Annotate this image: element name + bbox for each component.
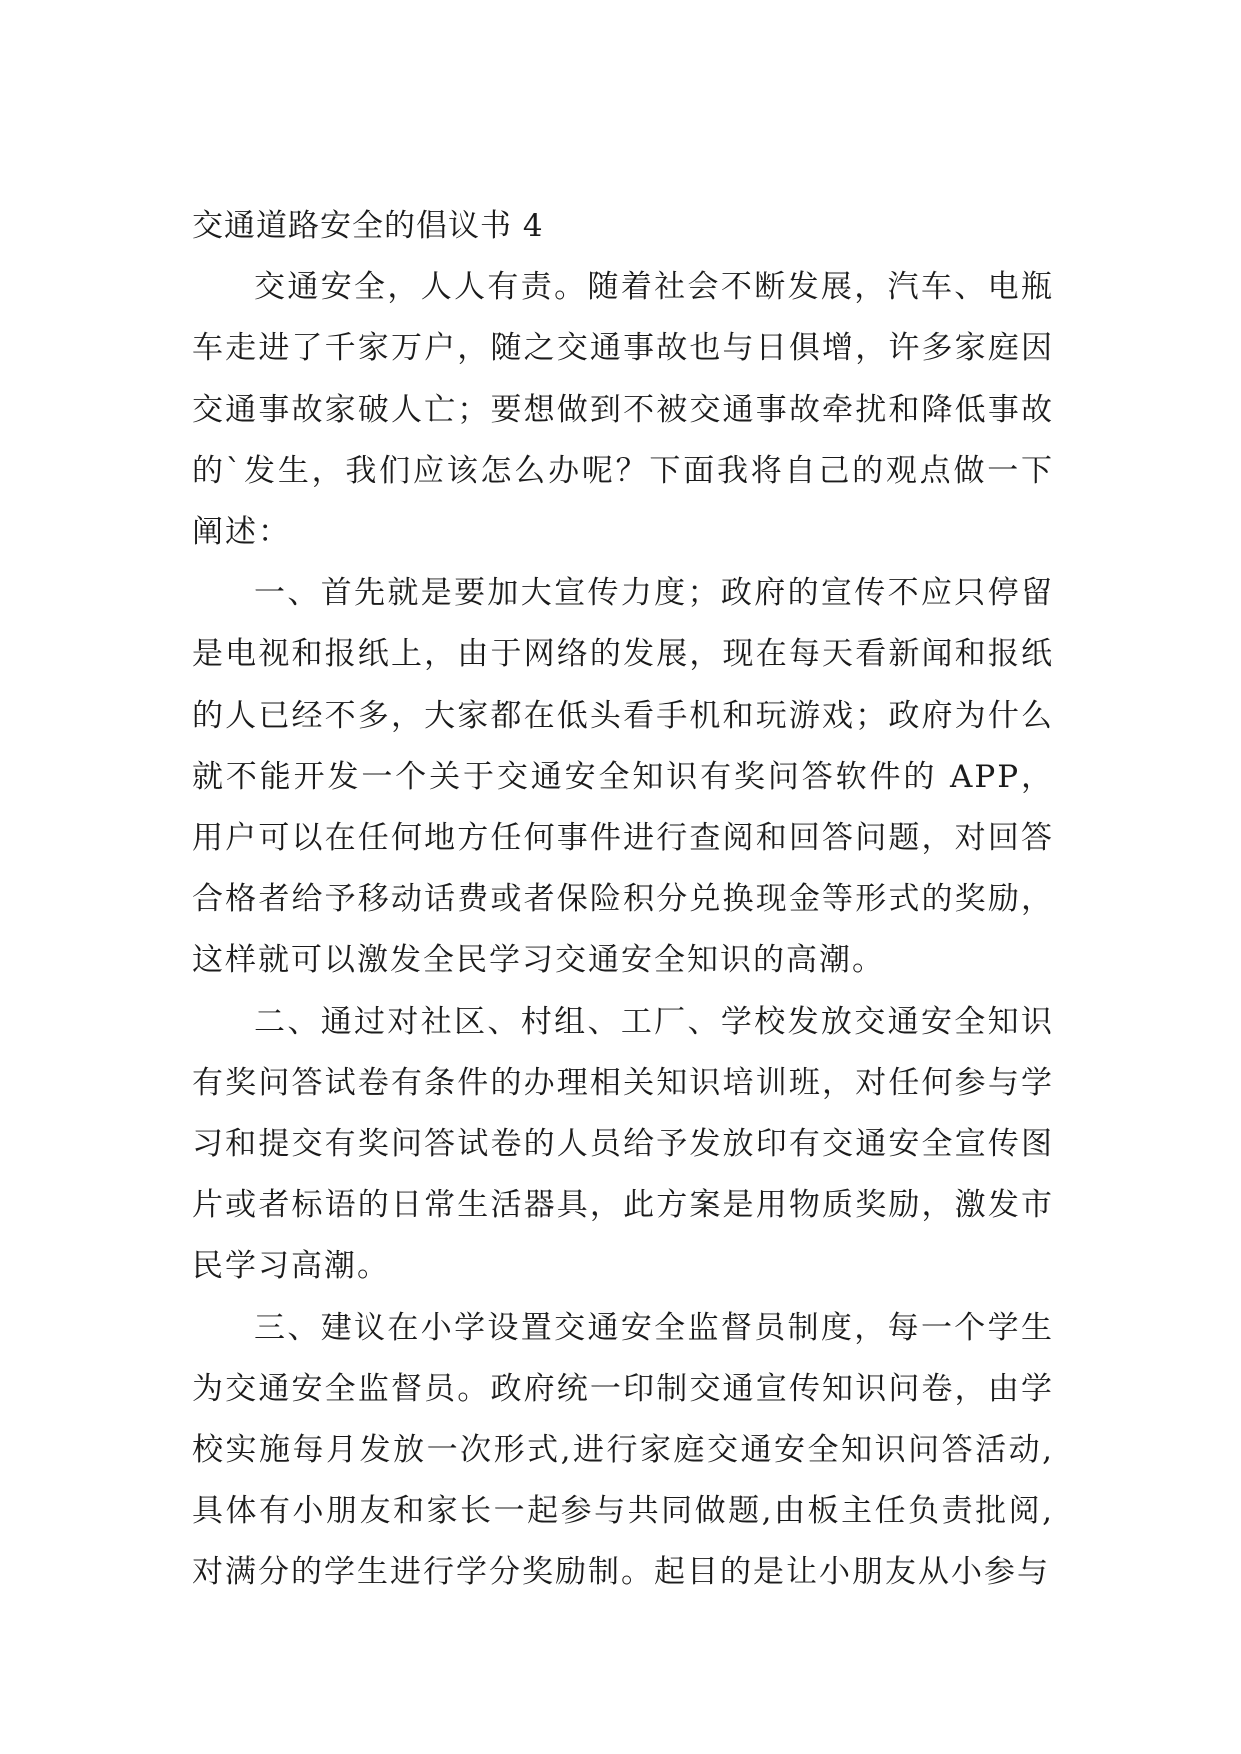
paragraph-intro: 交通安全，人人有责。随着社会不断发展，汽车、电瓶车走进了千家万户，随之交通事故也与日俱增，许多家庭因交通事故家破人亡；要想做到不被交通事故牵扰和降低事故的`发生，我们应该怎么办呢？下面我将自己的观点做一下阐述： [192, 269, 1054, 551]
paragraph-point-3: 三、建议在小学设置交通安全监督员制度，每一个学生为交通安全监督员。政府统一印制交通宣传知识问卷，由学校实施每月发放一次形式,进行家庭交通安全知识问答活动,具体有小朋友和家长一起参与共同做题,由板主任负责批阅,对满分的学生进行学分奖励制。起目的是让小朋友从小参与 [192, 1309, 1054, 1591]
paragraph-point-2: 二、通过对社区、村组、工厂、学校发放交通安全知识有奖问答试卷有条件的办理相关知识培训班，对任何参与学习和提交有奖问答试卷的人员给予发放印有交通安全宣传图片或者标语的日常生活器具，此方案是用物质奖励，激发市民学习高潮。 [192, 1003, 1054, 1285]
paragraph-point-1: 一、首先就是要加大宣传力度；政府的宣传不应只停留是电视和报纸上，由于网络的发展，现在每天看新闻和报纸的人已经不多，大家都在低头看手机和玩游戏；政府为什么就不能开发一个关于交通安全知识有奖问答软件的 APP，用户可以在任何地方任何事件进行查阅和回答问题，对回答合格者给予移动话费或者保险积分兑换现金等形式的奖励，这样就可以激发全民学习交通安全知识的高潮。 [192, 575, 1054, 979]
document-body [192, 196, 1054, 1604]
document-title: 交通道路安全的倡议书 4 [192, 208, 544, 244]
